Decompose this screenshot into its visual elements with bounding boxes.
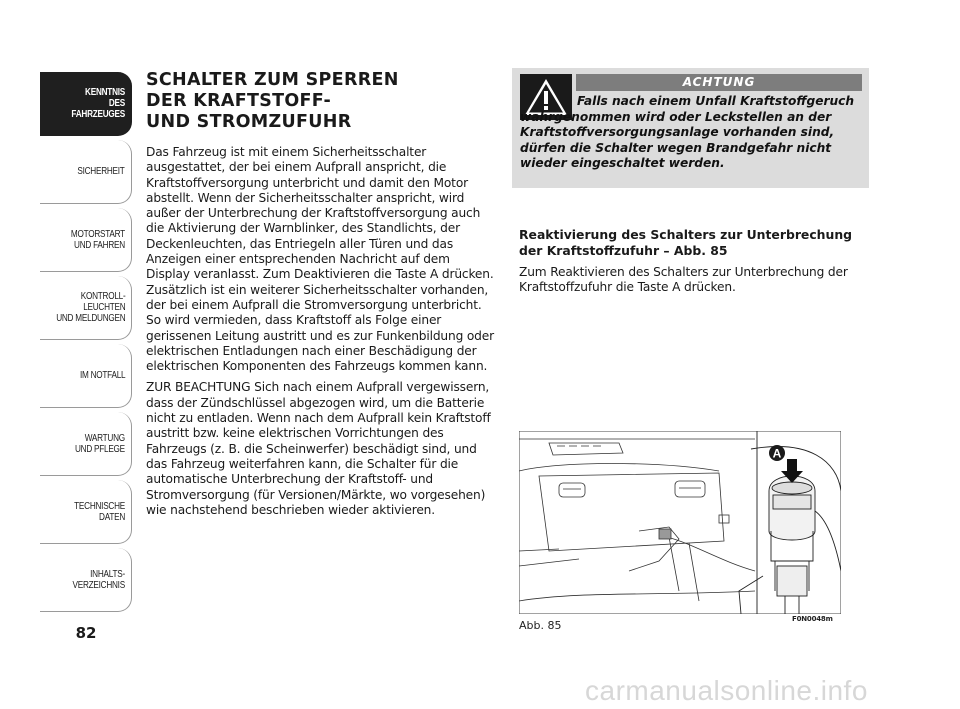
tab-technische-daten[interactable] [40, 480, 132, 544]
right-column [519, 227, 869, 302]
warning-label: ACHTUNG [576, 74, 862, 91]
callout-a-label: A [772, 446, 782, 461]
figure-caption: Abb. 85 [519, 619, 562, 632]
watermark-text: carmanualsonline.info [585, 675, 868, 706]
page-number: 82 [75, 624, 97, 642]
tab-im-notfall[interactable] [40, 344, 132, 408]
subsection-heading: Reaktivierung des Schalters zur Unterbrechung der Kraftstoffzufuhr – Abb. 85 [519, 227, 853, 258]
body-paragraph-1: Das Fahrzeug ist mit einem Sicherheitsschalter ausgestattet, der bei einem Aufprall anspricht, die Kraftstoffversorgung unterbricht und damit den Motor abstellt. Wenn der Sicherheitsschalter anspricht, wird außer der Unterbrechung der Kraftstoffversorgung auch die Aktivierung der Warnblinker, des Standlichts, der Deckenleuchten, das Entriegeln aller Türen und das Anzeigen einer entsprechenden Nachricht auf dem Display veranlasst. Zum Deaktivieren die Taste A drücken. Zusätzlich ist ein weiterer Sicherheitsschalter vorhanden, der bei einem Aufprall die Stromversorgung unterbricht. So wird vermieden, dass Kraftstoff als Folge einer gerissenen Leitung austritt und es zur Funkenbildung oder elektrischen Entladungen nach einer Beschädigung der elektrischen Komponenten des Fahrzeugs kommen kann. [146, 145, 494, 374]
tab-label: INHALTS- VERZEICHNIS [72, 568, 125, 591]
warning-box [512, 68, 869, 188]
section-title: SCHALTER ZUM SPERREN DER KRAFTSTOFF- UND STROMZUFUHR [146, 70, 399, 132]
tab-wartung-und-pflege[interactable] [40, 412, 132, 476]
subsection-text: Zum Reaktivieren des Schalters zur Unterbrechung der Kraftstoffzufuhr die Taste A drücken. [519, 265, 848, 295]
tab-inhaltsverzeichnis[interactable] [40, 548, 132, 612]
tab-label: MOTORSTART UND FAHREN [70, 228, 125, 251]
tab-label: IM NOTFALL [79, 370, 125, 381]
tab-kontrollleuchten[interactable] [40, 276, 132, 340]
tab-label: KENNTNIS DES FAHRZEUGES [71, 87, 125, 120]
figure-code: F0N0048m [792, 615, 833, 623]
warning-text: Falls nach einem Unfall Kraftstoffgeruch wahrgenommen wird oder Leckstellen an der Kraftstoffversorgungsanlage vorhanden sind, dürfen die Schalter wegen Brandgefahr nicht wieder eingeschaltet werden. [520, 94, 855, 170]
main-column [146, 70, 496, 524]
body-paragraph-2: ZUR BEACHTUNG Sich nach einem Aufprall vergewissern, dass der Zündschlüssel abgezogen wird, um die Batterie nicht zu entladen. Wenn nach dem Aufprall kein Kraftstoff austritt bzw. keine elektrischen Vorrichtungen des Fahrzeugs (z. B. die Scheinwerfer) beschädigt sind, und das Fahrzeug weiterfahren kann, die Schalter für die automatische Unterbrechung der Kraftstoff- und Stromversorgung (für Versionen/Märkte, wo vorgesehen) wie nachstehend beschrieben wieder aktivieren. [146, 380, 491, 517]
tab-kenntnis-des-fahrzeuges[interactable] [40, 72, 132, 136]
tab-label: WARTUNG UND PFLEGE [75, 432, 125, 455]
tab-motorstart-und-fahren[interactable] [40, 208, 132, 272]
tab-label: TECHNISCHE DATEN [74, 500, 125, 523]
tab-label: SICHERHEIT [77, 166, 125, 177]
tab-label: KONTROLL- LEUCHTEN UND MELDUNGEN [55, 291, 125, 324]
tab-sicherheit[interactable] [40, 140, 132, 204]
figure-fuel-cutoff-switch [519, 431, 841, 614]
